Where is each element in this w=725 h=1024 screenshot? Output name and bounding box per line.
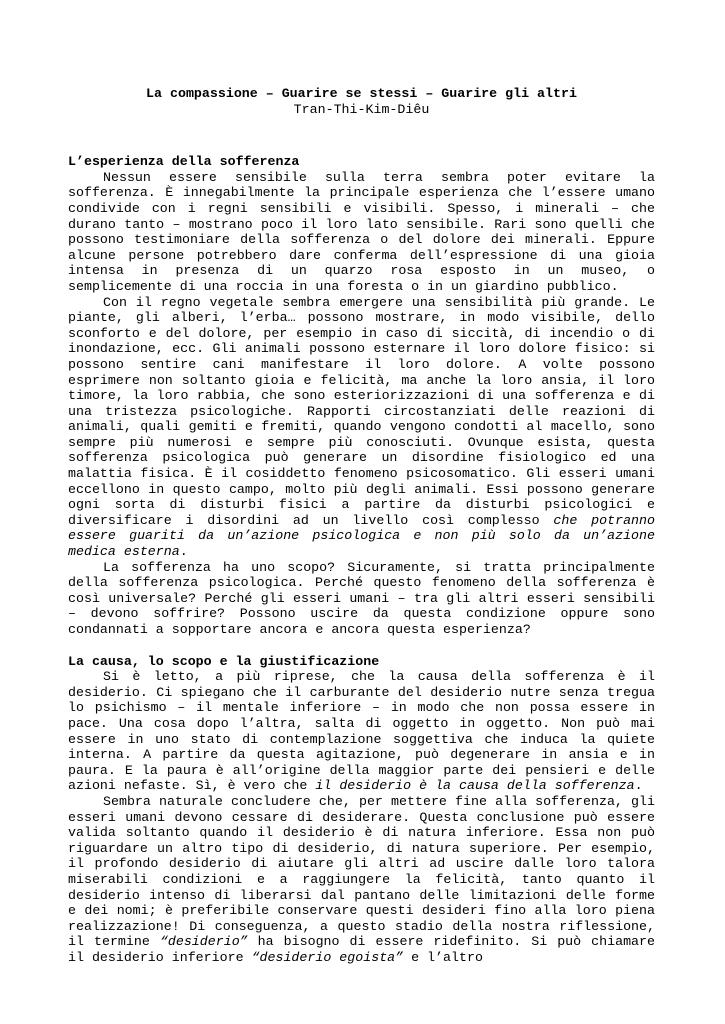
paragraph: Nessun essere sensibile sulla terra sembra poter evitare la sofferenza. È innegabilmente la principale esperienza che l’essere umano condivide con i regni sensibili e visibili. Spesso, i minerali – che durano tanto – mostrano poco il loro lato sensibile. Rari sono quelli che possono testimoniare della sofferenza o del dolore dei minerali. Eppure alcune persone potrebbero dare conferma dell’espressione di una gioia intensa in presenza di un quarzo rosa esposto in un museo, o semplicemente di una roccia in una foresta o in un giardino pubblico. (68, 169, 655, 294)
document-page (68, 86, 655, 965)
italic-phrase: che potranno essere guariti da un’azione psicologica e non più solo da un’azione medica esterna (68, 512, 655, 560)
section-cause-purpose (68, 654, 655, 966)
italic-phrase: il desiderio è la causa della sofferenza (315, 778, 635, 794)
italic-phrase: “desiderio” (159, 934, 248, 950)
paragraph: Si è letto, a più riprese, che la causa della sofferenza è il desiderio. Ci spiegano che il carburante del desiderio nutre senza tregua lo psichismo – il mentale inferiore – in modo che non possa essere in pace. Una cosa dopo l’altra, salta di oggetto in oggetto. Non può mai essere in uno stato di contemplazione soggettiva che induca la quiete interna. A partire da questa agitazione, può degenerare in ansia e in paura. E la paura è all’origine della maggior parte dei pensieri e delle azioni nefaste. Sì, è vero che il desiderio è la causa della sofferenza. (68, 669, 655, 794)
section-suffering-experience (68, 154, 655, 637)
paragraph: Con il regno vegetale sembra emergere una sensibilità più grande. Le piante, gli alberi, l’erba… possono mostrare, in modo visibile, dello sconforto e del dolore, per esempio in caso di siccità, di incendio o di inondazione, ecc. Gli animali possono esternare il loro dolore fisico: si possono sentire cani manifestare il loro dolore. A volte possono esprimere non soltanto gioia e felicità, ma anche la loro ansia, il loro timore, la loro rabbia, che sono esteriorizzazioni di una sofferenza e di una tristezza psicologiche. Rapporti circostanziati delle reazioni di animali, quali gemiti e fremiti, quando vengono condotti al macello, sono sempre più numerosi e sempre più conosciuti. Ovunque esista, questa sofferenza psicologica può generare un disordine fisiologico ed una malattia fisica. È il cosiddetto fenomeno psicosomatico. Gli esseri umani eccellono in questo campo, molto più degli animali. Essi possono generare ogni sorta di disturbi fisici a partire da disturbi psicologici e diversificare i disordini ad un livello così complesso che potranno essere guariti da un’azione psicologica e non più solo da un’azione medica esterna. (68, 294, 655, 560)
section-heading: La causa, lo scopo e la giustificazione (68, 653, 380, 669)
section-heading: L’esperienza della sofferenza (68, 154, 300, 170)
document-title: La compassione – Guarire se stessi – Guarire gli altri (146, 86, 577, 101)
paragraph: Sembra naturale concludere che, per mettere fine alla sofferenza, gli esseri umani devono cessare di desiderare. Questa conclusione può essere valida soltanto quando il desiderio è di natura inferiore. Essa non può riguardare un altro tipo di desiderio, di natura superiore. Per esempio, il profondo desiderio di aiutare gli altri ad uscire dalle loro talora miserabili condizioni e a raggiungere la felicità, tanto quanto il desiderio intenso di liberarsi dal pantano delle limitazioni delle forme e dei nomi; è preferibile conservare questi desideri fino alla loro piena realizzazione! Di conseguenza, a questo stadio della nostra riflessione, il termine “desiderio” ha bisogno di essere ridefinito. Si può chiamare il desiderio inferiore “desiderio egoista” e l’altro (68, 793, 655, 965)
document-author: Tran-Thi-Kim-Diêu (293, 101, 430, 117)
paragraph: La sofferenza ha uno scopo? Sicuramente, si tratta principalmente della sofferenza psicologica. Perché questo fenomeno della sofferenza è così universale? Perché gli esseri umani – tra gli altri esseri sensibili – devono soffrire? Possono uscire da questa condizione oppure sono condannati a sopportare ancora e ancora questa esperienza? (68, 559, 655, 637)
italic-phrase: “desiderio egoista” (251, 949, 404, 965)
